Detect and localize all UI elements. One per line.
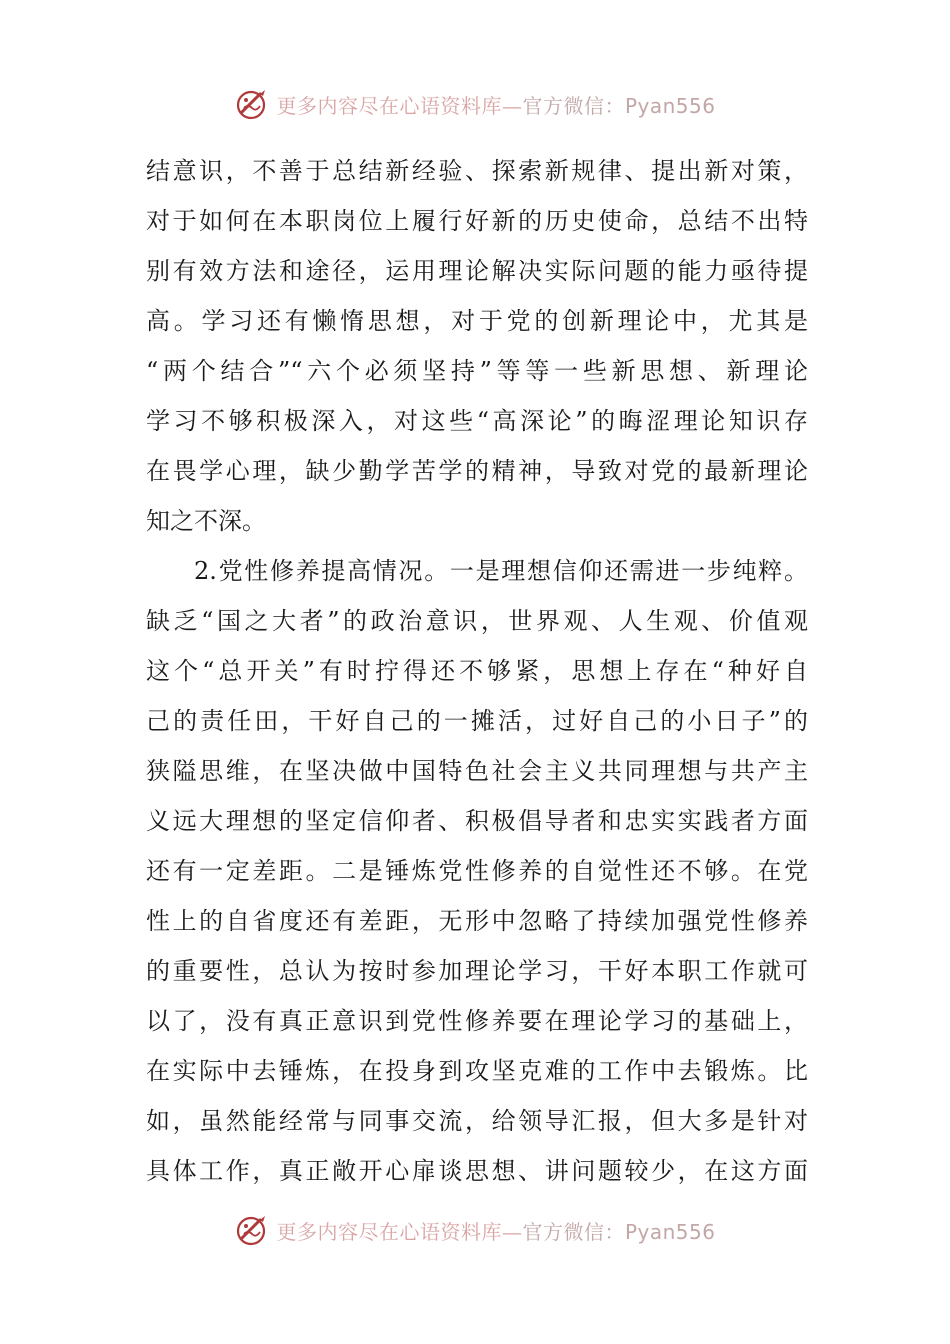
text-line: 知之不深。	[146, 507, 266, 535]
header-wechat: 官方微信：Pyan556	[522, 93, 716, 118]
text-line: 结意识，不善于总结新经验、探索新规律、提出新对策，	[146, 157, 808, 185]
text-line: 在实际中去锤炼，在投身到攻坚克难的工作中去锻炼。比	[146, 1057, 808, 1085]
footer-dash: —	[501, 1219, 523, 1244]
text-line: 别有效方法和途径，运用理论解决实际问题的能力亟待提	[146, 257, 808, 285]
text-line: 义远大理想的坚定信仰者、积极倡导者和忠实实践者方面	[146, 807, 808, 835]
text-line: 还有一定差距。二是锤炼党性修养的自觉性还不够。在党	[146, 857, 808, 885]
text-line: 学习不够积极深入，对这些“高深论”的晦涩理论知识存	[146, 407, 808, 435]
seal-pen-logo-icon	[234, 86, 270, 122]
text-line: 以了，没有真正意识到党性修养要在理论学习的基础上，	[146, 1007, 808, 1035]
text-line: 性上的自省度还有差距，无形中忽略了持续加强党性修养	[146, 907, 808, 935]
body-text	[146, 146, 808, 1196]
section-heading-line: 2.党性修养提高情况。一是理想信仰还需进一步纯粹。	[194, 557, 808, 585]
header-banner	[0, 84, 950, 124]
text-line: 狭隘思维，在坚决做中国特色社会主义共同理想与共产主	[146, 757, 808, 785]
text-line: 这个“总开关”有时拧得还不够紧，思想上存在“种好自	[146, 657, 808, 685]
header-site-name: 更多内容尽在心语资料库	[276, 93, 502, 118]
footer-wechat: 官方微信：Pyan556	[522, 1219, 716, 1244]
text-line: “两个结合”“六个必须坚持”等等一些新思想、新理论	[146, 357, 808, 385]
text-line: 在畏学心理，缺少勤学苦学的精神，导致对党的最新理论	[146, 457, 808, 485]
footer-banner	[0, 1210, 950, 1250]
text-line: 具体工作，真正敞开心扉谈思想、讲问题较少，在这方面	[146, 1157, 808, 1185]
text-line: 如，虽然能经常与同事交流，给领导汇报，但大多是针对	[146, 1107, 808, 1135]
text-line: 对于如何在本职岗位上履行好新的历史使命，总结不出特	[146, 207, 808, 235]
text-line: 己的责任田，干好自己的一摊活，过好自己的小日子”的	[146, 707, 808, 735]
text-line: 缺乏“国之大者”的政治意识，世界观、人生观、价值观	[146, 607, 808, 635]
header-banner-text	[276, 90, 715, 119]
seal-pen-logo-icon	[234, 1212, 270, 1248]
footer-site-name: 更多内容尽在心语资料库	[276, 1219, 502, 1244]
header-dash: —	[501, 93, 523, 118]
footer-banner-text	[276, 1216, 715, 1245]
text-line: 高。学习还有懒惰思想，对于党的创新理论中，尤其是	[146, 307, 808, 335]
text-line: 的重要性，总认为按时参加理论学习，干好本职工作就可	[146, 957, 808, 985]
